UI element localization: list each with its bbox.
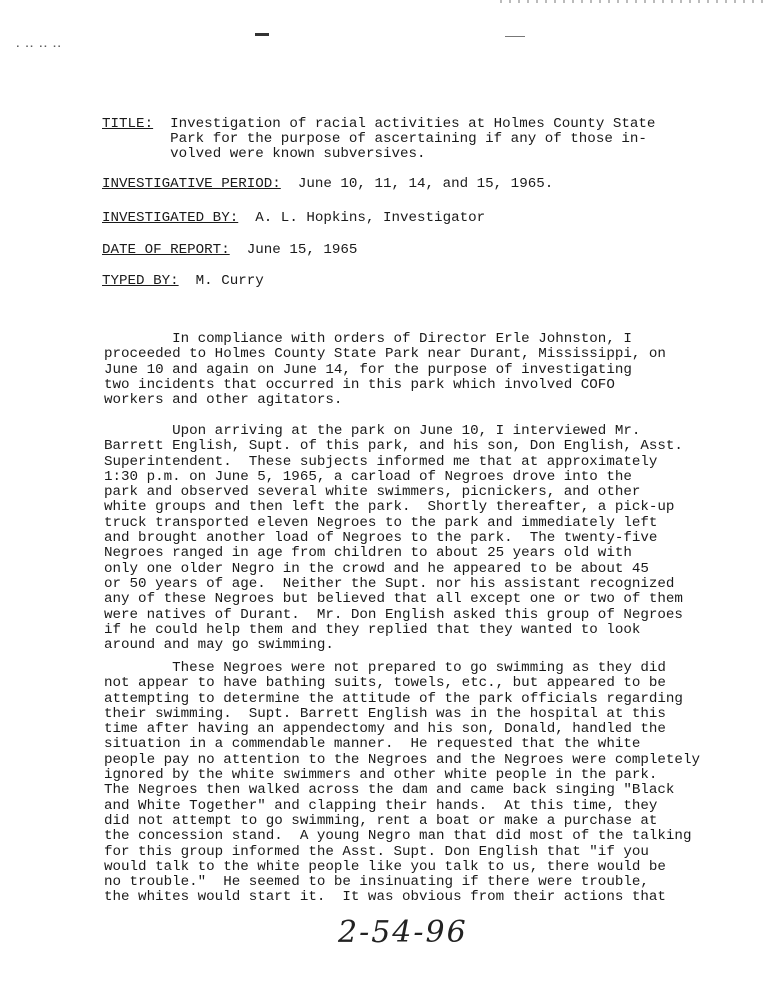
handwritten-file-number: 2-54-96 xyxy=(338,915,468,950)
investigated-field xyxy=(102,211,485,226)
paragraph-3: These Negroes were not prepared to go swimming as they did not appear to have bathing suits, towels, etc., but appeared to be attempting to determine the attitude of the park officials regarding their swimming. Supt. Barrett English was in the hospital at this time after having an appendectomy and his son, Donald, handled the situation in a commendable manner. He requested that the white people pay no attention to the Negroes and the Negroes were completely ignored by the white swimmers and other white people in the park. The Negroes then walked across the dam and came back singing "Black and White Together" and clapping their hands. At this time, they did not attempt to go swimming, rent a boat or make a purchase at the concession stand. A young Negro man that did most of the talking for this group informed the Asst. Supt. Don English that "if you would talk to the white people like you talk to us, there would be no trouble." He seemed to be insinuating if there were trouble, the whites would start it. It was obvious from their actions that xyxy=(104,660,700,906)
period-field xyxy=(102,177,553,192)
investigated-label: INVESTIGATED BY: xyxy=(102,210,239,226)
paragraph-2: Upon arriving at the park on June 10, I interviewed Mr. Barrett English, Supt. of this park, and his son, Don English, Asst. Superintendent. These subjects informed me that at approximately 1:30 p.m. on June 5, 1965, a carload of Negroes drove into the park and observed several white swimmers, picnickers, and other white groups and then left the park. Shortly thereafter, a pick-up truck transported eleven Negroes to the park and immediately left and brought another load of Negroes to the park. The twenty-five Negroes ranged in age from children to about 25 years old with only one older Negro in the crowd and he appeared to be about 45 or 50 years of age. Neither the Supt. nor his assistant recognized any of these Negroes but believed that all except one or two of them were natives of Durant. Mr. Don English asked this group of Negroes if he could help them and they replied that they wanted to look around and may go swimming. xyxy=(104,423,683,654)
period-value: June 10, 11, 14, and 15, 1965. xyxy=(297,176,554,192)
typed-value: M. Curry xyxy=(195,273,264,289)
date-value: June 15, 1965 xyxy=(246,242,358,258)
title-label: TITLE: xyxy=(102,116,154,132)
paragraph-1: In compliance with orders of Director Erle Johnston, I proceeded to Holmes County State Park near Durant, Mississippi, on June 10 and again on June 14, for the purpose of investigating two incidents that occurred in this park which involved COFO workers and other agitators. xyxy=(104,331,666,409)
title-line-1: Investigation of racial activities at Holmes County State xyxy=(170,116,656,132)
period-label: INVESTIGATIVE PERIOD: xyxy=(102,176,281,192)
date-field xyxy=(102,243,357,258)
title-line-3: volved were known subversives. xyxy=(170,146,426,162)
corner-scan-marks: ▪ ▪▪ ▪▪ ▪▪ xyxy=(16,43,63,50)
scan-border-dots xyxy=(500,0,763,3)
typed-label: TYPED BY: xyxy=(102,273,179,289)
stray-mark xyxy=(255,33,269,36)
title-field xyxy=(102,117,655,162)
stray-mark xyxy=(505,36,525,37)
investigated-value: A. L. Hopkins, Investigator xyxy=(255,210,486,226)
date-label: DATE OF REPORT: xyxy=(102,242,230,258)
title-line-2: Park for the purpose of ascertaining if any of those in- xyxy=(170,131,647,147)
typed-field xyxy=(102,274,264,289)
